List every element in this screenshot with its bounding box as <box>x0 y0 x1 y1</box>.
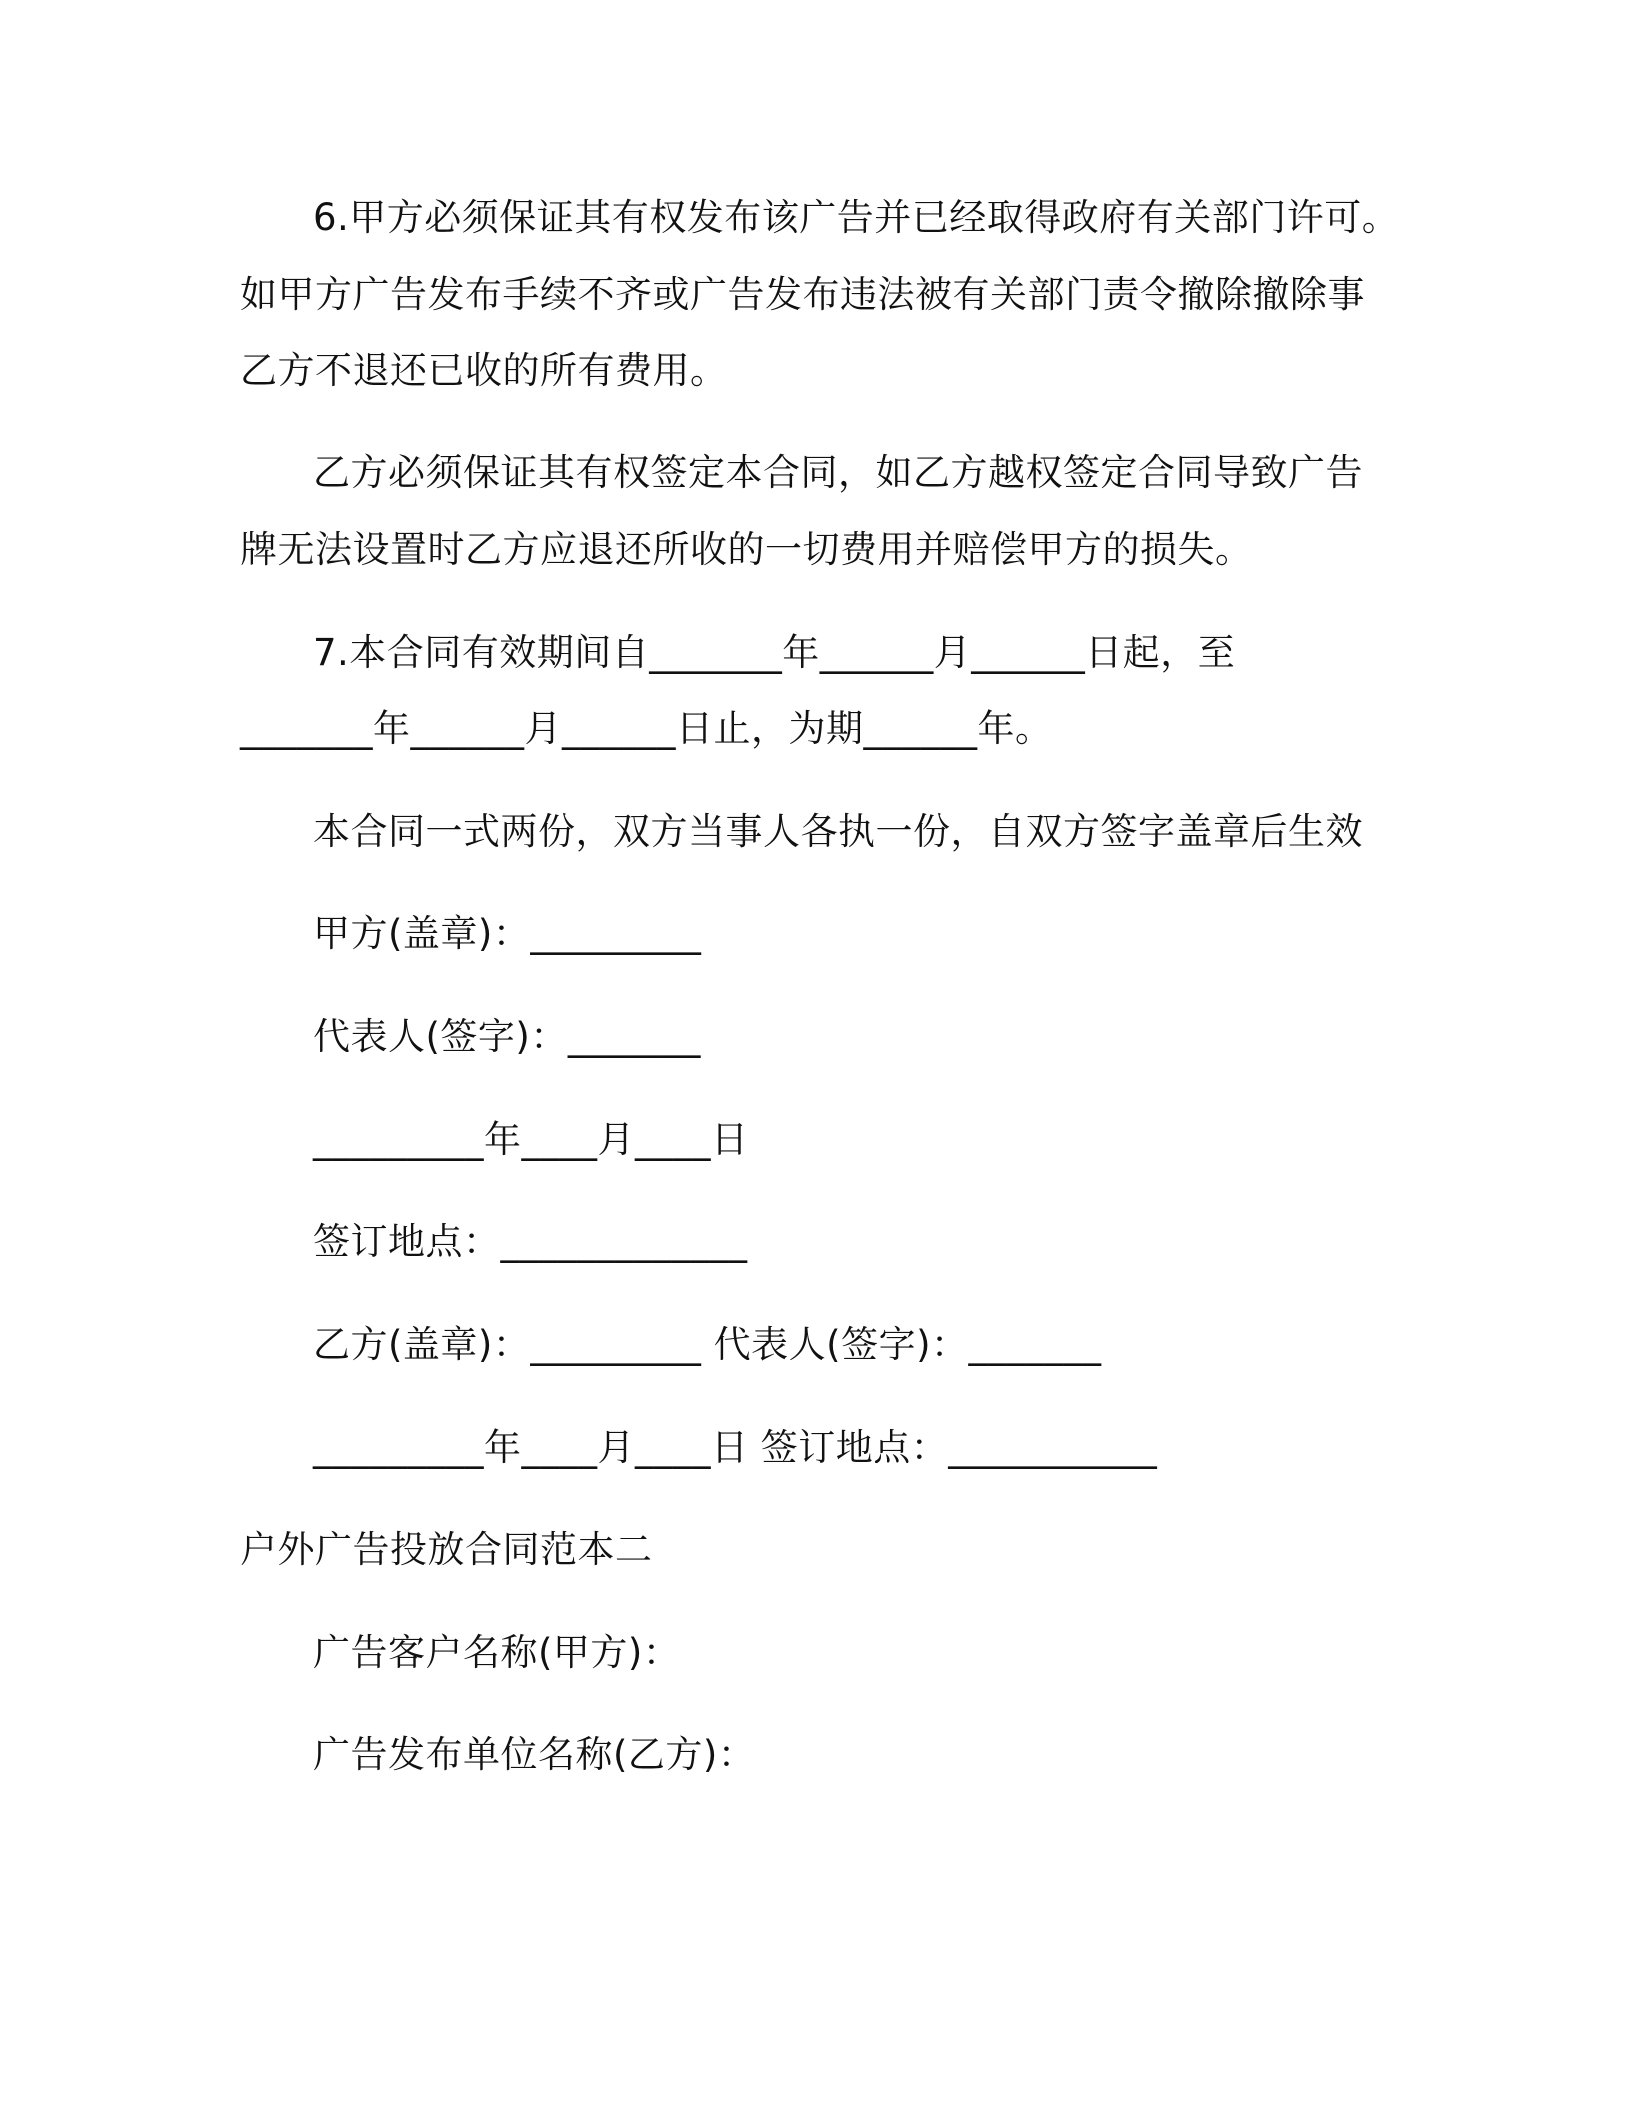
party-a-seal-field: 甲方(盖章)：_________ <box>313 912 702 955</box>
party-a-location-field: 签订地点：_____________ <box>313 1220 748 1263</box>
party-a-representative-field: 代表人(签字)：_______ <box>313 1015 701 1058</box>
copies-clause: 本合同一式两份，双方当事人各执一份，自双方签字盖章后生效 <box>313 810 1363 853</box>
publisher-name-field: 广告发布单位名称(乙方)： <box>313 1733 756 1776</box>
section-heading: 户外广告投放合同范本二 <box>240 1528 653 1571</box>
clause-6-line-3: 乙方不退还已收的所有费用。 <box>240 349 728 392</box>
clause-7-line-2: _______年______月______日止，为期______年。 <box>240 707 1053 750</box>
party-b-date-location-field: _________年____月____日 签订地点：___________ <box>313 1426 1158 1469</box>
advertiser-name-field: 广告客户名称(甲方)： <box>313 1631 681 1674</box>
clause-6-line-1: 6.甲方必须保证其有权发布该广告并已经取得政府有关部门许可。 <box>313 196 1400 239</box>
clause-6-line-2: 如甲方广告发布手续不齐或广告发布违法被有关部门责令撤除撤除事 <box>240 273 1365 316</box>
party-b-seal-representative-field: 乙方(盖章)：_________ 代表人(签字)：_______ <box>313 1323 1102 1366</box>
party-b-guarantee-line-1: 乙方必须保证其有权签定本合同，如乙方越权签定合同导致广告 <box>313 451 1363 494</box>
party-a-date-field: _________年____月____日 <box>313 1118 749 1161</box>
party-b-guarantee-line-2: 牌无法设置时乙方应退还所收的一切费用并赔偿甲方的损失。 <box>240 528 1253 571</box>
clause-7-line-1: 7.本合同有效期间自_______年______月______日起，至 <box>313 631 1236 674</box>
